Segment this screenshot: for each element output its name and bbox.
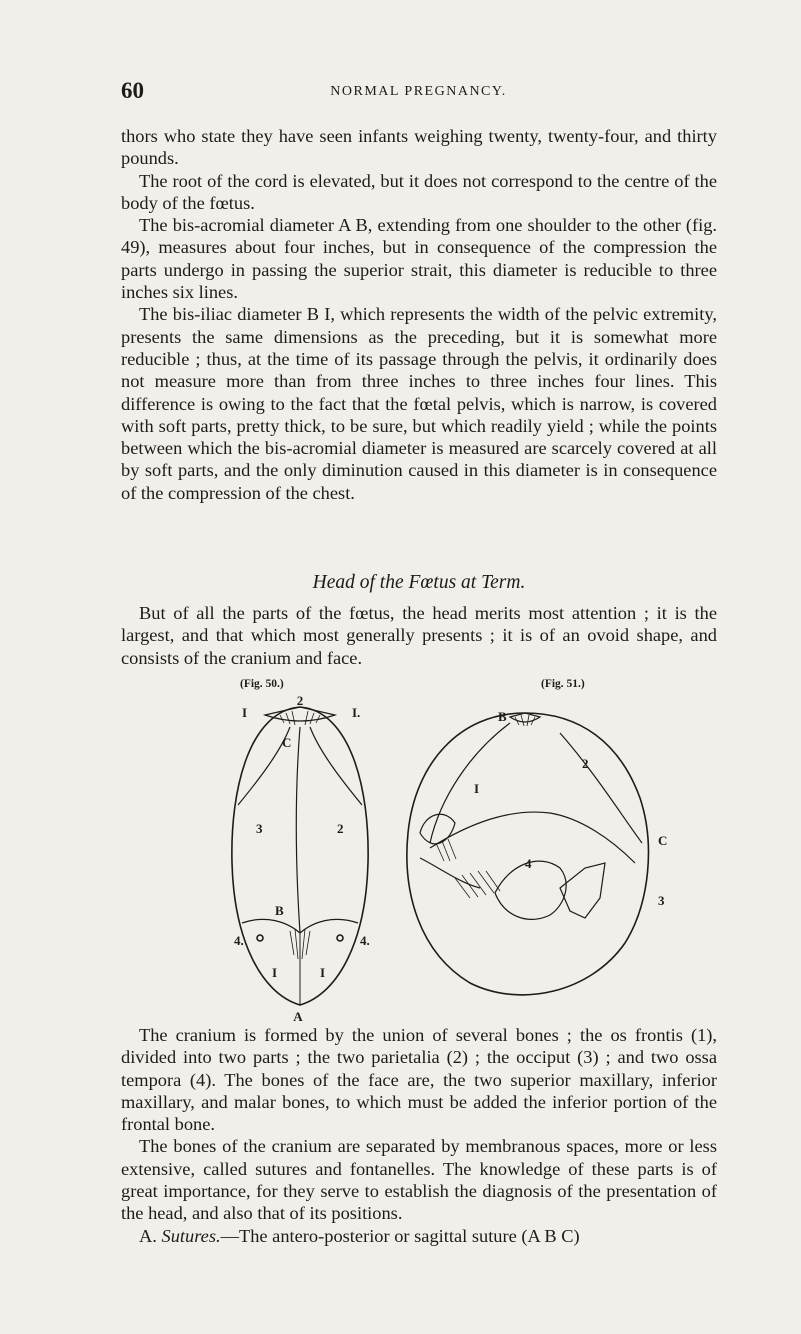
parietal-eminence-right — [337, 935, 343, 941]
figure-51-skull-side-view — [407, 713, 649, 995]
figure-50-skull-top-view — [232, 707, 368, 1005]
body-text-bottom — [121, 1024, 717, 1247]
label: B — [498, 709, 507, 724]
lambdoid-suture — [560, 733, 642, 843]
label: 3 — [658, 893, 665, 908]
label: C — [282, 735, 292, 750]
label: 2 — [296, 693, 304, 708]
coronal-suture — [430, 723, 510, 843]
sagittal-suture — [296, 727, 300, 933]
figure-51-labels — [474, 709, 667, 908]
label: I — [320, 965, 326, 980]
body-text-head — [121, 602, 717, 669]
maxilla — [420, 858, 480, 888]
label: 4. — [234, 933, 244, 948]
skull-figures — [220, 693, 700, 1023]
paragraph: The bis-acromial diameter A B, extending from one shoulder to the other (fig. 49), measures about four inches, but in consequence of the compression the parts undergo in passing the superior strait, this diameter is reducible to three inches six lines. — [121, 215, 717, 303]
label: 3 — [256, 821, 263, 836]
ear-region — [560, 863, 605, 918]
paragraph: But of all the parts of the fœtus, the head merits most attention ; it is the largest, and that which most generally presents ; it is of an ovoid shape, and consists of the cranium and face. — [121, 603, 717, 668]
label: I — [242, 705, 248, 720]
label: I — [272, 965, 278, 980]
anterior-fontanelle — [265, 707, 335, 721]
label: I. — [352, 705, 361, 720]
section-heading: Head of the Fœtus at Term. — [312, 572, 526, 593]
label: C — [658, 833, 668, 848]
paragraph: thors who state they have seen infants weighing twenty, twenty-four, and thirty pounds. — [121, 126, 717, 169]
label: 2 — [337, 821, 344, 836]
coronal-suture-right — [310, 727, 362, 805]
page-header — [121, 78, 716, 108]
label: A — [293, 1009, 303, 1023]
page-number: 60 — [121, 78, 144, 103]
paragraph: The cranium is formed by the union of several bones ; the os frontis (1), divided into two parts ; the two parietalia (2) ; the occiput (3) ; and two ossa tempora (4). The bones of the face are, the two superior maxillary, inferior maxillary, and malar bones, to which must be added the inferior portion of the frontal bone. — [121, 1025, 717, 1135]
label: 2 — [582, 756, 589, 771]
paragraph: The bis-iliac diameter B I, which represents the width of the pelvic extremity, presents the same dimensions as the preceding, but it is somewhat more reducible ; thus, at the time of its passage through the pelvis, it ordinarily does not measure more than from three inches to three inches four lines. This difference is owing to the fact that the fœtal pelvis, which is narrow, is covered with soft parts, pretty thick, to be sure, but which readily yield ; while the points between which the bis-acromial diameter is measured are scarcely covered at all by soft parts, and the only diminution caused in this diameter is in consequence of the compression of the chest. — [121, 304, 717, 503]
body-text-top — [121, 125, 717, 504]
section-letter: A. — [139, 1225, 157, 1246]
label: B — [275, 903, 284, 918]
running-title: NORMAL PREGNANCY. — [330, 84, 507, 99]
label: 4 — [525, 856, 532, 871]
paragraph-sutures — [121, 1225, 717, 1247]
paragraph: The bones of the cranium are separated by membranous spaces, more or less extensive, called sutures and fontanelles. The knowledge of these parts is of great importance, for they serve to establish the diagnosis of the presentation of the head, and also that of its positions. — [121, 1136, 717, 1224]
parietal-eminence-left — [257, 935, 263, 941]
skull-outline — [407, 713, 649, 995]
sutures-heading: Sutures. — [161, 1225, 221, 1246]
sutures-text: —The antero-posterior or sagittal suture (A B C) — [220, 1225, 580, 1246]
anterior-fontanelle — [510, 713, 540, 722]
squamous-suture — [430, 812, 635, 863]
label: I — [474, 781, 480, 796]
label: 4. — [360, 933, 370, 948]
paragraph: The root of the cord is elevated, but it does not correspond to the centre of the body of the fœtus. — [121, 170, 717, 213]
hatching — [436, 715, 535, 898]
figure-51-caption: (Fig. 51.) — [541, 678, 585, 690]
figure-50-caption: (Fig. 50.) — [240, 678, 284, 690]
